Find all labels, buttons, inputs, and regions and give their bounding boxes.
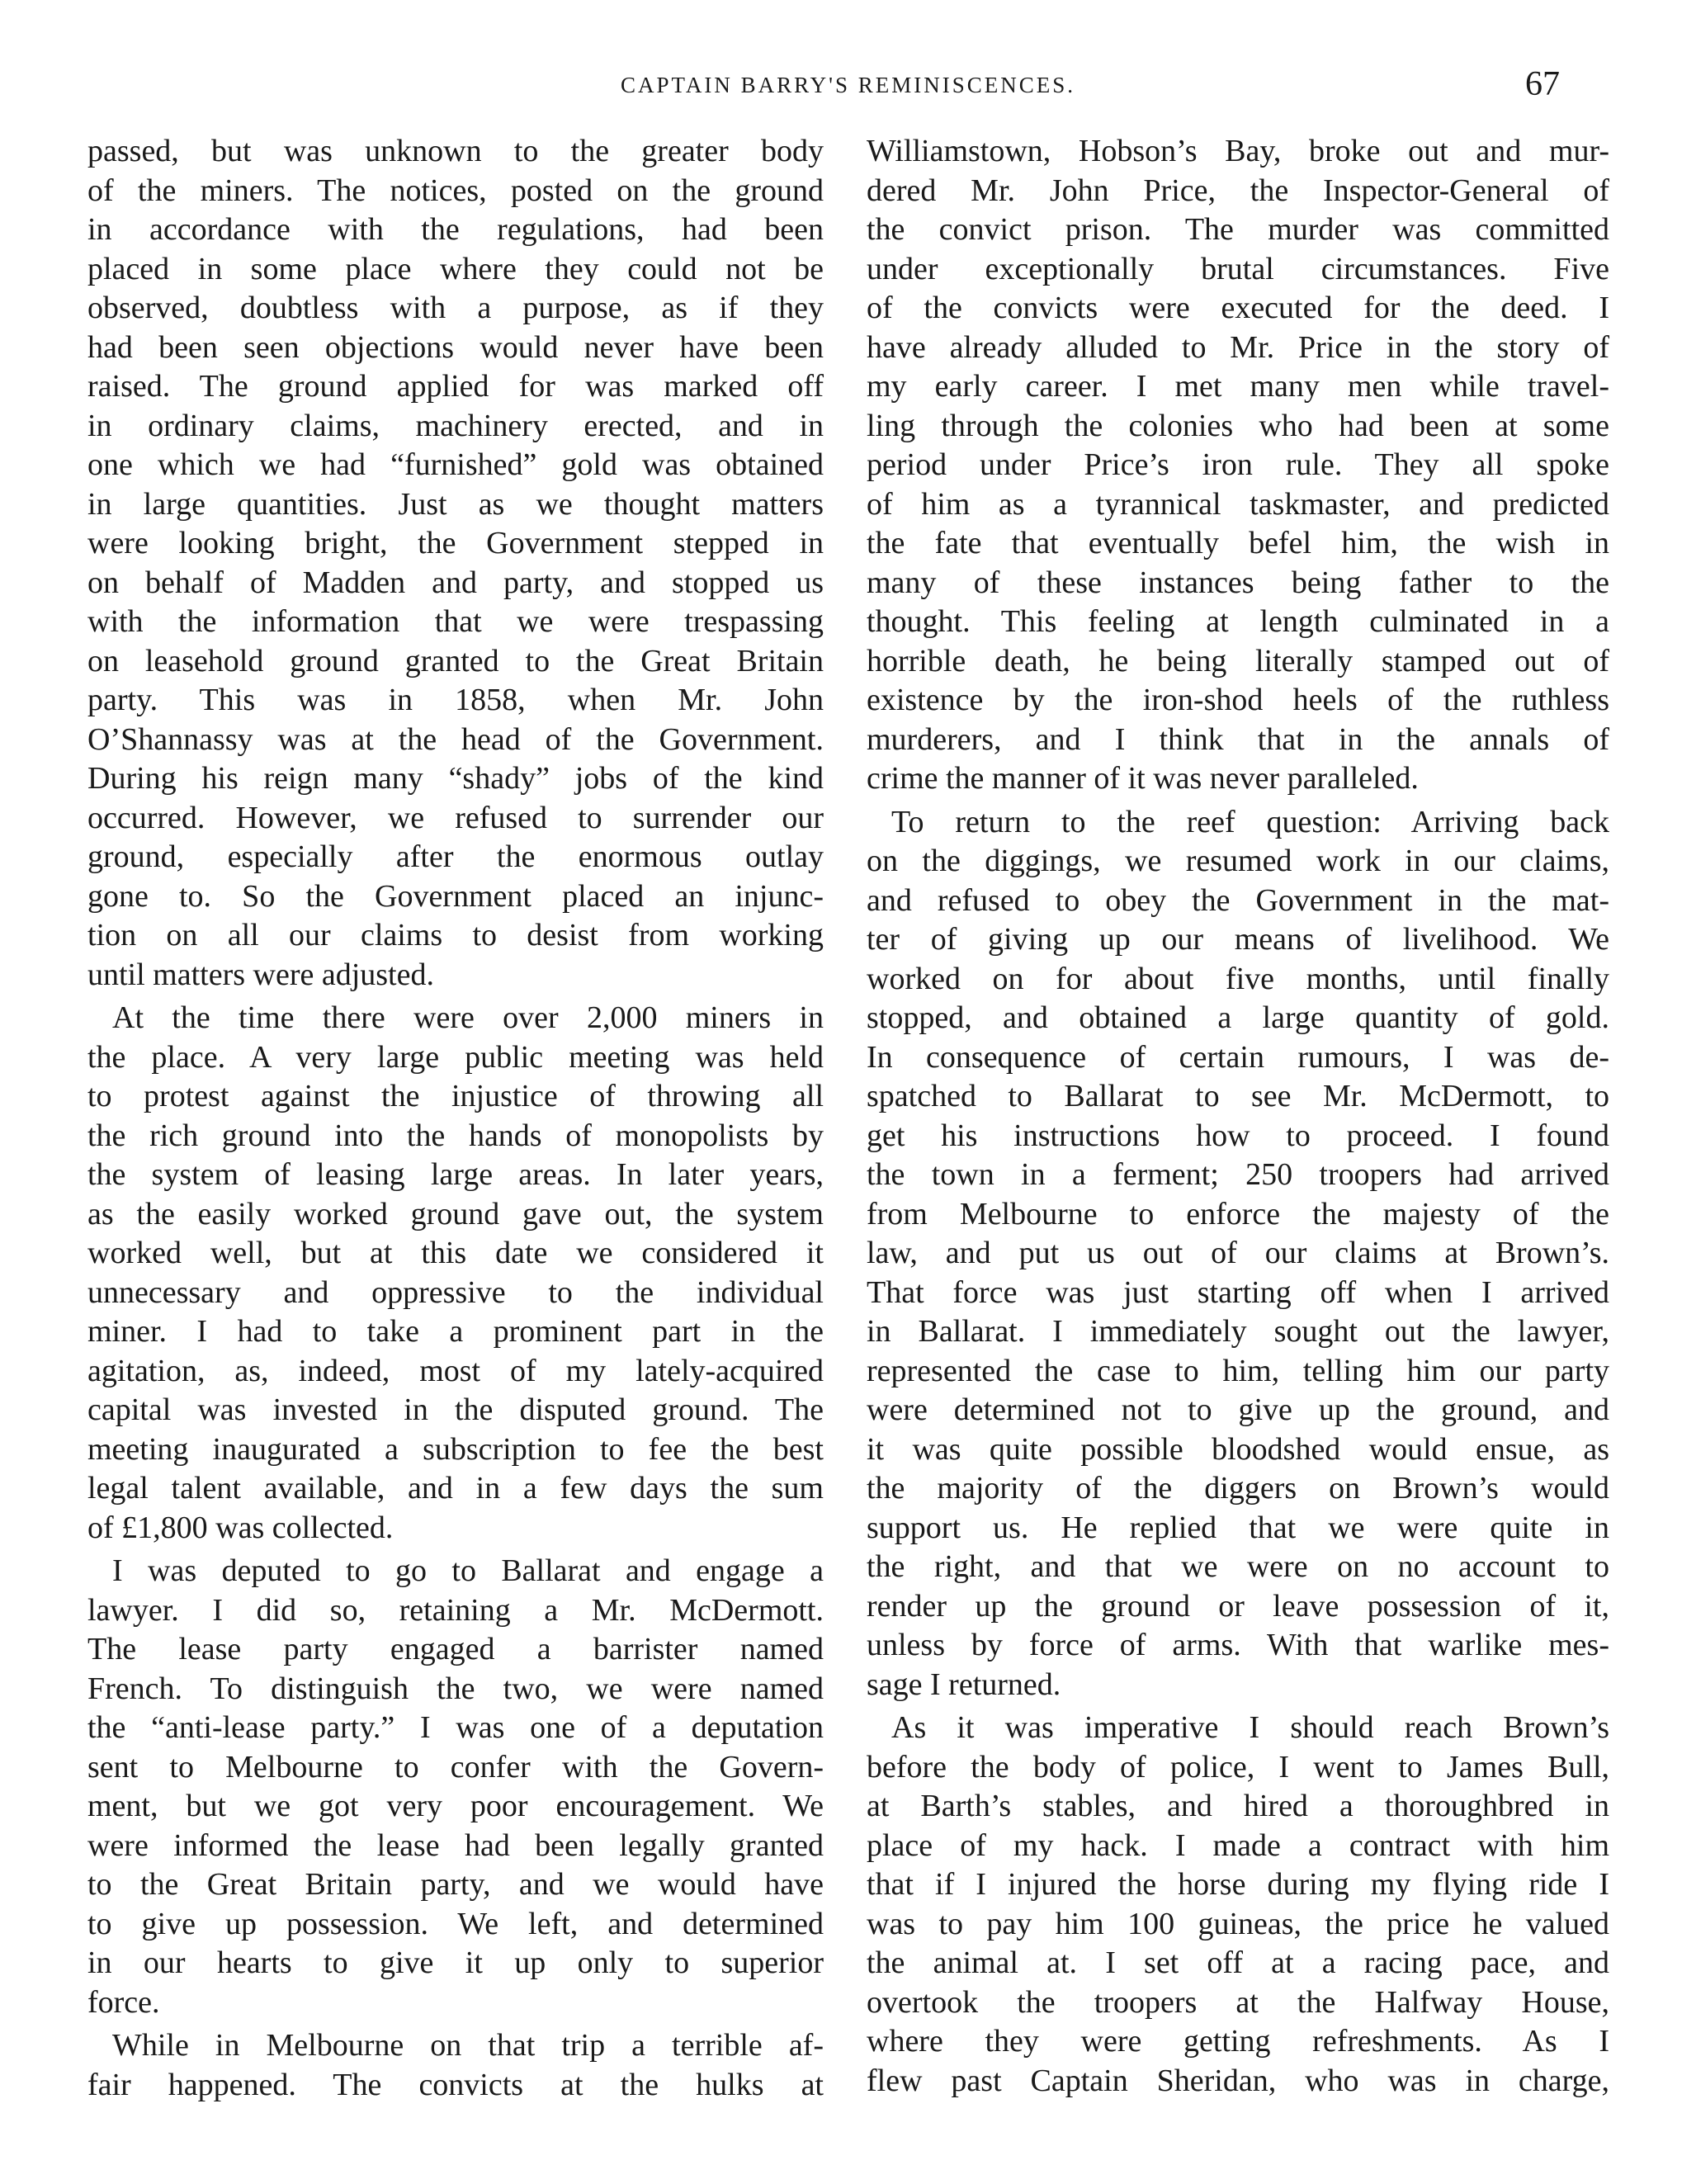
text-line: on behalf of Madden and party, and stopped us xyxy=(87,565,824,600)
text-line: capital was invested in the disputed ground. The xyxy=(87,1392,824,1427)
text-line: on leasehold ground granted to the Great Britain xyxy=(87,643,824,678)
text-column-left xyxy=(87,132,824,2105)
text-line: fair happened. The convicts at the hulks at xyxy=(87,2067,824,2102)
text-line: at Barth’s stables, and hired a thoroughbred in xyxy=(867,1789,1609,1823)
text-line: horrible death, he being literally stamped out of xyxy=(867,643,1609,678)
text-line: the majority of the diggers on Brown’s would xyxy=(867,1471,1609,1506)
text-line: under exceptionally brutal circumstances. Five xyxy=(867,251,1609,286)
text-line: the fate that eventually befel him, the wish in xyxy=(867,526,1609,560)
running-title: CAPTAIN BARRY'S REMINISCENCES. xyxy=(620,73,1076,97)
text-line: to give up possession. We left, and determined xyxy=(87,1906,824,1941)
text-line: sent to Melbourne to confer with the Govern- xyxy=(87,1749,824,1785)
text-line: that if I injured the horse during my flying ride I xyxy=(867,1867,1609,1902)
text-line: During his reign many “shady” jobs of the kind xyxy=(87,761,824,796)
text-line: stopped, and obtained a large quantity of gold. xyxy=(867,1000,1609,1035)
text-line: to protest against the injustice of throwing all xyxy=(87,1079,824,1113)
text-line: in large quantities. Just as we thought matters xyxy=(87,486,824,522)
text-line: agitation, as, indeed, most of my lately-acquired xyxy=(87,1353,824,1388)
text-line: occurred. However, we refused to surrender our xyxy=(87,800,824,835)
text-line: one which we had “furnished” gold was obtained xyxy=(87,447,824,482)
text-line: support us. He replied that we were quite in xyxy=(867,1510,1609,1545)
text-line: ter of giving up our means of livelihood. We xyxy=(867,922,1609,957)
text-line: many of these instances being father to the xyxy=(867,565,1609,600)
text-line: The lease party engaged a barrister named xyxy=(87,1632,824,1666)
text-line: While in Melbourne on that trip a terrible af- xyxy=(112,2028,824,2063)
text-line: tion on all our claims to desist from working xyxy=(87,918,824,953)
text-line: lawyer. I did so, retaining a Mr. McDermott. xyxy=(87,1592,824,1628)
text-line: in Ballarat. I immediately sought out the lawyer, xyxy=(867,1314,1609,1349)
text-line: O’Shannassy was at the head of the Government. xyxy=(87,721,824,757)
text-line: in accordance with the regulations, had been xyxy=(87,212,824,247)
text-line: of the convicts were executed for the deed. I xyxy=(867,291,1609,325)
text-line: period under Price’s iron rule. They all spoke xyxy=(867,447,1609,482)
text-line: passed, but was unknown to the greater body xyxy=(87,134,824,168)
text-line: unless by force of arms. With that warlike mes- xyxy=(867,1628,1609,1662)
text-line: where they were getting refreshments. As I xyxy=(867,2024,1609,2059)
text-line: flew past Captain Sheridan, who was in charge, xyxy=(867,2063,1609,2098)
text-line: place of my hack. I made a contract with him xyxy=(867,1827,1609,1863)
text-line: to the Great Britain party, and we would have xyxy=(87,1867,824,1902)
text-line: the place. A very large public meeting was held xyxy=(87,1039,824,1075)
text-line: As it was imperative I should reach Brown’s xyxy=(891,1710,1609,1745)
text-line: in ordinary claims, machinery erected, and in xyxy=(87,408,824,443)
text-line: force. xyxy=(87,1984,160,2020)
text-line: law, and put us out of our claims at Brown’s. xyxy=(867,1236,1609,1270)
text-line: gone to. So the Government placed an injunc- xyxy=(87,878,824,914)
text-line: were determined not to give up the ground, and xyxy=(867,1392,1609,1427)
text-line: the rich ground into the hands of monopolists by xyxy=(87,1118,824,1153)
text-line: on the diggings, we resumed work in our claims, xyxy=(867,844,1609,878)
text-line: as the easily worked ground gave out, the system xyxy=(87,1196,824,1231)
text-line: legal talent available, and in a few days the sum xyxy=(87,1471,824,1506)
text-line: were looking bright, the Government stepped in xyxy=(87,526,824,560)
text-line: the convict prison. The murder was committed xyxy=(867,212,1609,247)
text-line: it was quite possible bloodshed would ensue, as xyxy=(867,1431,1609,1467)
text-line: murderers, and I think that in the annals of xyxy=(867,721,1609,757)
text-line: In consequence of certain rumours, I was de- xyxy=(867,1039,1609,1075)
text-line: ground, especially after the enormous outlay xyxy=(87,839,824,874)
text-line: meeting inaugurated a subscription to fee the best xyxy=(87,1431,824,1467)
text-line: ment, but we got very poor encouragement. We xyxy=(87,1789,824,1823)
text-line: That force was just starting off when I arrived xyxy=(867,1274,1609,1310)
text-line: dered Mr. John Price, the Inspector-General of xyxy=(867,173,1609,208)
text-line: I was deputed to go to Ballarat and engage a xyxy=(112,1553,824,1588)
text-line: of him as a tyrannical taskmaster, and predicted xyxy=(867,486,1609,522)
text-line: spatched to Ballarat to see Mr. McDermott, to xyxy=(867,1079,1609,1113)
text-line: the system of leasing large areas. In later years, xyxy=(87,1157,824,1192)
text-line: placed in some place where they could not be xyxy=(87,251,824,286)
text-line: unnecessary and oppressive to the individual xyxy=(87,1274,824,1310)
text-line: ling through the colonies who had been at some xyxy=(867,408,1609,443)
text-line: with the information that we were trespassing xyxy=(87,604,824,639)
text-line: Williamstown, Hobson’s Bay, broke out and mur- xyxy=(867,134,1609,168)
text-line: At the time there were over 2,000 miners in xyxy=(112,1000,824,1035)
text-line: observed, doubtless with a purpose, as if they xyxy=(87,291,824,325)
text-line: worked well, but at this date we considered it xyxy=(87,1236,824,1270)
text-line: in our hearts to give it up only to superior xyxy=(87,1945,824,1980)
text-line: my early career. I met many men while travel- xyxy=(867,369,1609,404)
text-line: render up the ground or leave possession of it, xyxy=(867,1588,1609,1624)
text-line: from Melbourne to enforce the majesty of the xyxy=(867,1196,1609,1231)
text-line: of the miners. The notices, posted on the ground xyxy=(87,173,824,208)
text-line: was to pay him 100 guineas, the price he valued xyxy=(867,1906,1609,1941)
text-line: were informed the lease had been legally granted xyxy=(87,1827,824,1863)
text-line: had been seen objections would never have been xyxy=(87,329,824,365)
page-number: 67 xyxy=(1525,65,1560,103)
text-line: French. To distinguish the two, we were named xyxy=(87,1671,824,1706)
text-column-right xyxy=(867,132,1609,2101)
text-line: existence by the iron-shod heels of the ruthless xyxy=(867,683,1609,717)
text-line: before the body of police, I went to James Bull, xyxy=(867,1749,1609,1785)
text-line: crime the manner of it was never paralleled. xyxy=(867,761,1419,796)
text-line: To return to the reef question: Arriving back xyxy=(891,804,1609,839)
text-line: overtook the troopers at the Halfway House, xyxy=(867,1984,1609,2020)
text-line: sage I returned. xyxy=(867,1666,1061,1702)
text-line: and refused to obey the Government in the mat- xyxy=(867,882,1609,918)
text-line: get his instructions how to proceed. I found xyxy=(867,1118,1609,1153)
text-line: the animal at. I set off at a racing pace, and xyxy=(867,1945,1609,1980)
text-line: raised. The ground applied for was marked off xyxy=(87,369,824,404)
text-line: miner. I had to take a prominent part in the xyxy=(87,1314,824,1349)
text-line: the town in a ferment; 250 troopers had arrived xyxy=(867,1157,1609,1192)
text-line: worked on for about five months, until finally xyxy=(867,961,1609,996)
text-line: thought. This feeling at length culminated in a xyxy=(867,604,1609,639)
text-line: of £1,800 was collected. xyxy=(87,1510,394,1545)
text-line: party. This was in 1858, when Mr. John xyxy=(87,683,824,717)
text-line: represented the case to him, telling him our party xyxy=(867,1353,1609,1388)
text-line: until matters were adjusted. xyxy=(87,957,434,992)
text-line: have already alluded to Mr. Price in the story of xyxy=(867,329,1609,365)
text-line: the “anti-lease party.” I was one of a deputation xyxy=(87,1710,824,1745)
text-line: the right, and that we were on no account to xyxy=(867,1549,1609,1584)
